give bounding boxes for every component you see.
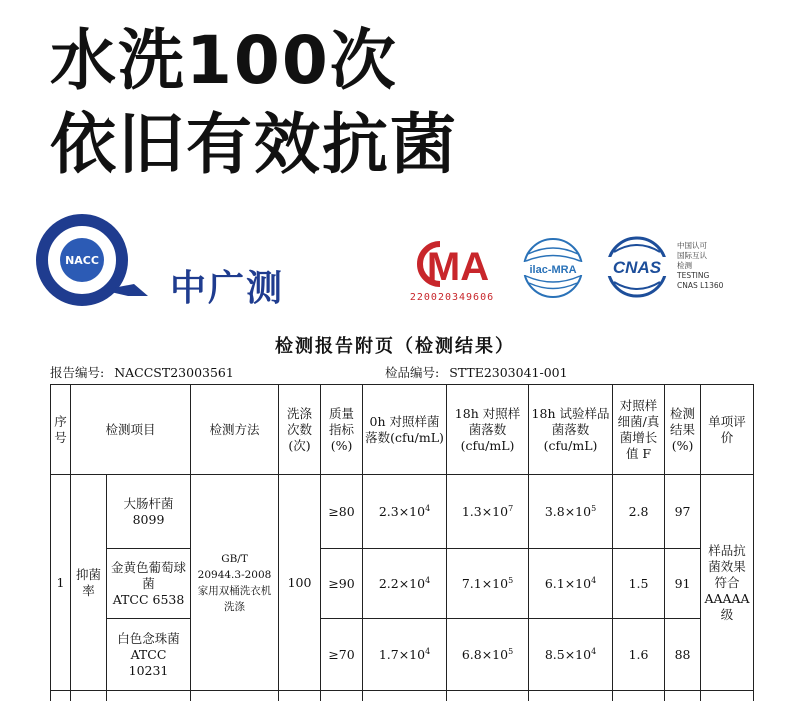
table-tail-cell <box>279 691 321 701</box>
cma-number: 220020349606 <box>409 292 495 303</box>
table-row-tail <box>51 691 754 701</box>
table-tail-cell <box>51 691 71 701</box>
cnas-caption-line: 国际互认 <box>677 251 707 260</box>
header-growth-value: 对照样细菌/真菌增长值 F <box>613 385 665 475</box>
cnas-text: CNAS <box>612 258 662 277</box>
headline-line2: 依旧有效抗菌 <box>50 106 458 183</box>
header-item: 检测项目 <box>71 385 191 475</box>
cnas-caption-line: 中国认可 <box>677 241 707 250</box>
cnas-caption-line: CNAS L1360 <box>677 281 724 290</box>
test-18h-mantissa: 3.8×10 <box>544 503 592 519</box>
test-18h-cell <box>529 549 613 619</box>
ilac-mra-logo <box>516 236 590 300</box>
table-tail-cell <box>447 691 529 701</box>
table-tail-cell <box>529 691 613 701</box>
control-18h-cell <box>447 619 529 691</box>
control-0h-cell <box>363 475 447 549</box>
control-0h-mantissa: 2.3×10 <box>378 503 426 519</box>
evaluation-cell <box>701 475 754 691</box>
table-header-row <box>51 385 754 475</box>
table-tail-cell <box>321 691 363 701</box>
ilac-text: ilac-MRA <box>529 264 577 276</box>
header-evaluation: 单项评价 <box>701 385 754 475</box>
table-tail-cell <box>191 691 279 701</box>
method-line: 家用双桶洗衣机洗涤 <box>197 584 272 613</box>
control-18h-mantissa: 1.3×10 <box>461 503 509 519</box>
item-cell <box>107 619 191 691</box>
control-18h-exponent: 5 <box>508 575 514 585</box>
report-number <box>50 363 234 381</box>
method-cell <box>191 475 279 691</box>
growth-cell: 1.6 <box>613 619 665 691</box>
category-cell: 抑菌率 <box>71 475 107 691</box>
item-name: 白色念珠菌 <box>117 630 180 646</box>
control-0h-cell <box>363 549 447 619</box>
table-tail-cell <box>363 691 447 701</box>
control-18h-exponent: 7 <box>508 503 514 513</box>
item-cell <box>107 475 191 549</box>
table-row <box>51 549 754 619</box>
results-table <box>50 384 754 701</box>
header-control-0h: 0h 对照样菌落数(cfu/mL) <box>363 385 447 475</box>
headline-line1: 水洗100次 <box>50 22 398 99</box>
control-0h-exponent: 4 <box>425 646 431 656</box>
result-cell: 97 <box>665 475 701 549</box>
result-cell: 88 <box>665 619 701 691</box>
cma-letters: MA <box>426 245 490 289</box>
method-line: 20944.3-2008 <box>197 568 272 581</box>
control-18h-cell <box>447 475 529 549</box>
result-cell: 91 <box>665 549 701 619</box>
cnas-caption-line: 检测 <box>677 261 692 270</box>
control-0h-mantissa: 1.7×10 <box>378 646 426 662</box>
table-tail-cell <box>613 691 665 701</box>
table-row <box>51 475 754 549</box>
header-method: 检测方法 <box>191 385 279 475</box>
table-row <box>51 619 754 691</box>
test-18h-exponent: 4 <box>591 646 597 656</box>
control-0h-cell <box>363 619 447 691</box>
test-18h-exponent: 5 <box>591 503 597 513</box>
sample-number-value: STTE2303041-001 <box>449 365 568 380</box>
ilac-globe-icon <box>516 236 590 300</box>
growth-cell: 2.8 <box>613 475 665 549</box>
item-strain: ATCC 6538 <box>112 591 185 607</box>
table-tail-cell <box>701 691 754 701</box>
report-number-value: NACCST23003561 <box>114 365 234 380</box>
seq-cell: 1 <box>51 475 71 691</box>
nacc-badge-text: NACC <box>65 254 99 267</box>
test-18h-cell <box>529 619 613 691</box>
control-0h-mantissa: 2.2×10 <box>378 575 426 591</box>
growth-cell: 1.5 <box>613 549 665 619</box>
nacc-name: 中广测 <box>170 268 285 309</box>
test-18h-cell <box>529 475 613 549</box>
control-18h-cell <box>447 549 529 619</box>
table-tail-cell <box>665 691 701 701</box>
evaluation-text: 样品抗菌效果符合 <box>708 542 746 590</box>
test-18h-mantissa: 8.5×10 <box>544 646 592 662</box>
control-0h-exponent: 4 <box>425 575 431 585</box>
header-test-18h: 18h 试验样品菌落数(cfu/mL) <box>529 385 613 475</box>
evaluation-grade: AAAAA 级 <box>704 590 750 622</box>
nacc-logo <box>30 212 285 309</box>
header-result: 检测结果(%) <box>665 385 701 475</box>
test-18h-exponent: 4 <box>591 575 597 585</box>
item-strain: ATCC 10231 <box>128 646 169 678</box>
cnas-logo <box>602 236 672 298</box>
cnas-caption-line: TESTING <box>677 271 710 280</box>
control-18h-mantissa: 6.8×10 <box>461 646 509 662</box>
quality-cell: ≥70 <box>321 619 363 691</box>
cnas-mark-icon <box>602 236 672 298</box>
control-18h-exponent: 5 <box>508 646 514 656</box>
wash-times-cell: 100 <box>279 475 321 691</box>
item-name: 金黄色葡萄球菌 <box>111 559 187 591</box>
report-title: 检测报告附页（检测结果） <box>275 336 515 357</box>
test-18h-mantissa: 6.1×10 <box>544 575 592 591</box>
cma-logo <box>400 236 504 308</box>
cma-mark-icon <box>400 236 504 292</box>
table-tail-cell <box>107 691 191 701</box>
item-cell <box>107 549 191 619</box>
sample-number <box>385 363 568 381</box>
header-seq: 序号 <box>51 385 71 475</box>
item-strain: 8099 <box>132 511 165 527</box>
item-name: 大肠杆菌 <box>123 495 174 511</box>
header-control-18h: 18h 对照样菌落数(cfu/mL) <box>447 385 529 475</box>
table-tail-cell <box>71 691 107 701</box>
header-quality-index: 质量指标(%) <box>321 385 363 475</box>
method-line: GB/T <box>221 552 248 565</box>
header-wash-times: 洗涤次数(次) <box>279 385 321 475</box>
quality-cell: ≥90 <box>321 549 363 619</box>
control-18h-mantissa: 7.1×10 <box>461 575 509 591</box>
report-number-label: 报告编号: <box>50 365 105 380</box>
nacc-emblem-icon <box>30 212 165 308</box>
sample-number-label: 检品编号: <box>385 365 440 380</box>
quality-cell: ≥80 <box>321 475 363 549</box>
control-0h-exponent: 4 <box>425 503 431 513</box>
cnas-caption <box>677 241 723 291</box>
